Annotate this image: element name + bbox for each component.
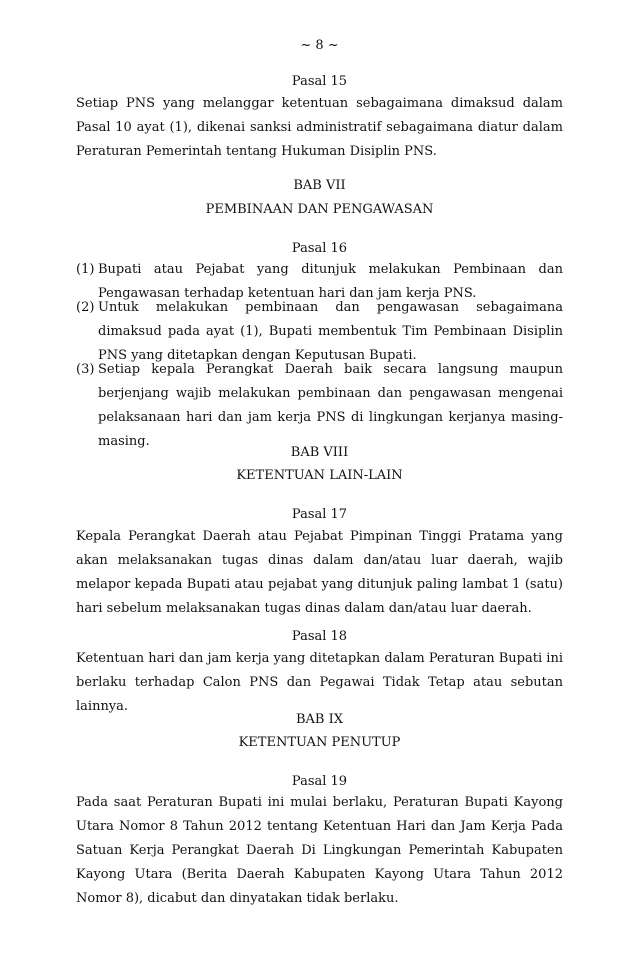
- pasal-19-text: Pada saat Peraturan Bupati ini mulai berlaku, Peraturan Bupati Kayong Utara Nomor 8 Tahun 2012 tentang Ketentuan Hari dan Jam Kerja Pada Satuan Kerja Perangkat Daerah Di Lingkungan Pemerintah Kabupaten Kayong Utara (Berita Daerah Kabupaten Kayong Utara Tahun 2012 Nomor 8), dicabut dan dinyatakan tidak berlaku.: [76, 795, 563, 906]
- pasal-17-title: Pasal 17: [291, 507, 348, 522]
- item-number: (1): [76, 262, 95, 277]
- pasal-15-title: Pasal 15: [291, 74, 348, 89]
- page-number: ~ 8 ~: [300, 38, 339, 53]
- pasal-18-text: Ketentuan hari dan jam kerja yang ditetapkan dalam Peraturan Bupati ini berlaku terhadap Calon PNS dan Pegawai Tidak Tetap atau sebutan lainnya.: [76, 651, 563, 714]
- item-number: (2): [76, 300, 95, 315]
- item-text: Setiap kepala Perangkat Daerah baik secara langsung maupun berjenjang wajib melakukan pembinaan dan pengawasan mengenai pelaksanaan hari dan jam kerja PNS di lingkungan kerjanya masing-masing.: [98, 362, 563, 449]
- item-text: Untuk melakukan pembinaan dan pengawasan sebagaimana dimaksud pada ayat (1), Bupati membentuk Tim Pembinaan Disiplin PNS yang ditetapkan dengan Keputusan Bupati.: [98, 300, 563, 363]
- bab-9-title: BAB IX: [295, 712, 344, 727]
- item-text: Bupati atau Pejabat yang ditunjuk melakukan Pembinaan dan Pengawasan terhadap ketentuan hari dan jam kerja PNS.: [98, 262, 563, 301]
- pasal-17-text: Kepala Perangkat Daerah atau Pejabat Pimpinan Tinggi Pratama yang akan melaksanakan tugas dinas dalam dan/atau luar daerah, wajib melapor kepada Bupati atau pejabat yang ditunjuk paling lambat 1 (satu) hari sebelum melaksanakan tugas dinas dalam dan/atau luar daerah.: [76, 529, 563, 616]
- pasal-18-title: Pasal 18: [291, 629, 348, 644]
- pasal-15-text: Setiap PNS yang melanggar ketentuan sebagaimana dimaksud dalam Pasal 10 ayat (1), dikenai sanksi administratif sebagaimana diatur dalam Peraturan Pemerintah tentang Hukuman Disiplin PNS.: [76, 96, 563, 159]
- bab-8-title: BAB VIII: [290, 445, 349, 460]
- bab-7-subtitle: PEMBINAAN DAN PENGAWASAN: [205, 202, 434, 217]
- pasal-16-title: Pasal 16: [291, 241, 348, 256]
- pasal-19-title: Pasal 19: [291, 774, 348, 789]
- bab-8-subtitle: KETENTUAN LAIN-LAIN: [236, 468, 403, 483]
- pasal-16-item-3: [76, 358, 563, 454]
- item-number: (3): [76, 362, 95, 377]
- bab-7-title: BAB VII: [293, 178, 346, 193]
- bab-9-subtitle: KETENTUAN PENUTUP: [238, 735, 401, 750]
